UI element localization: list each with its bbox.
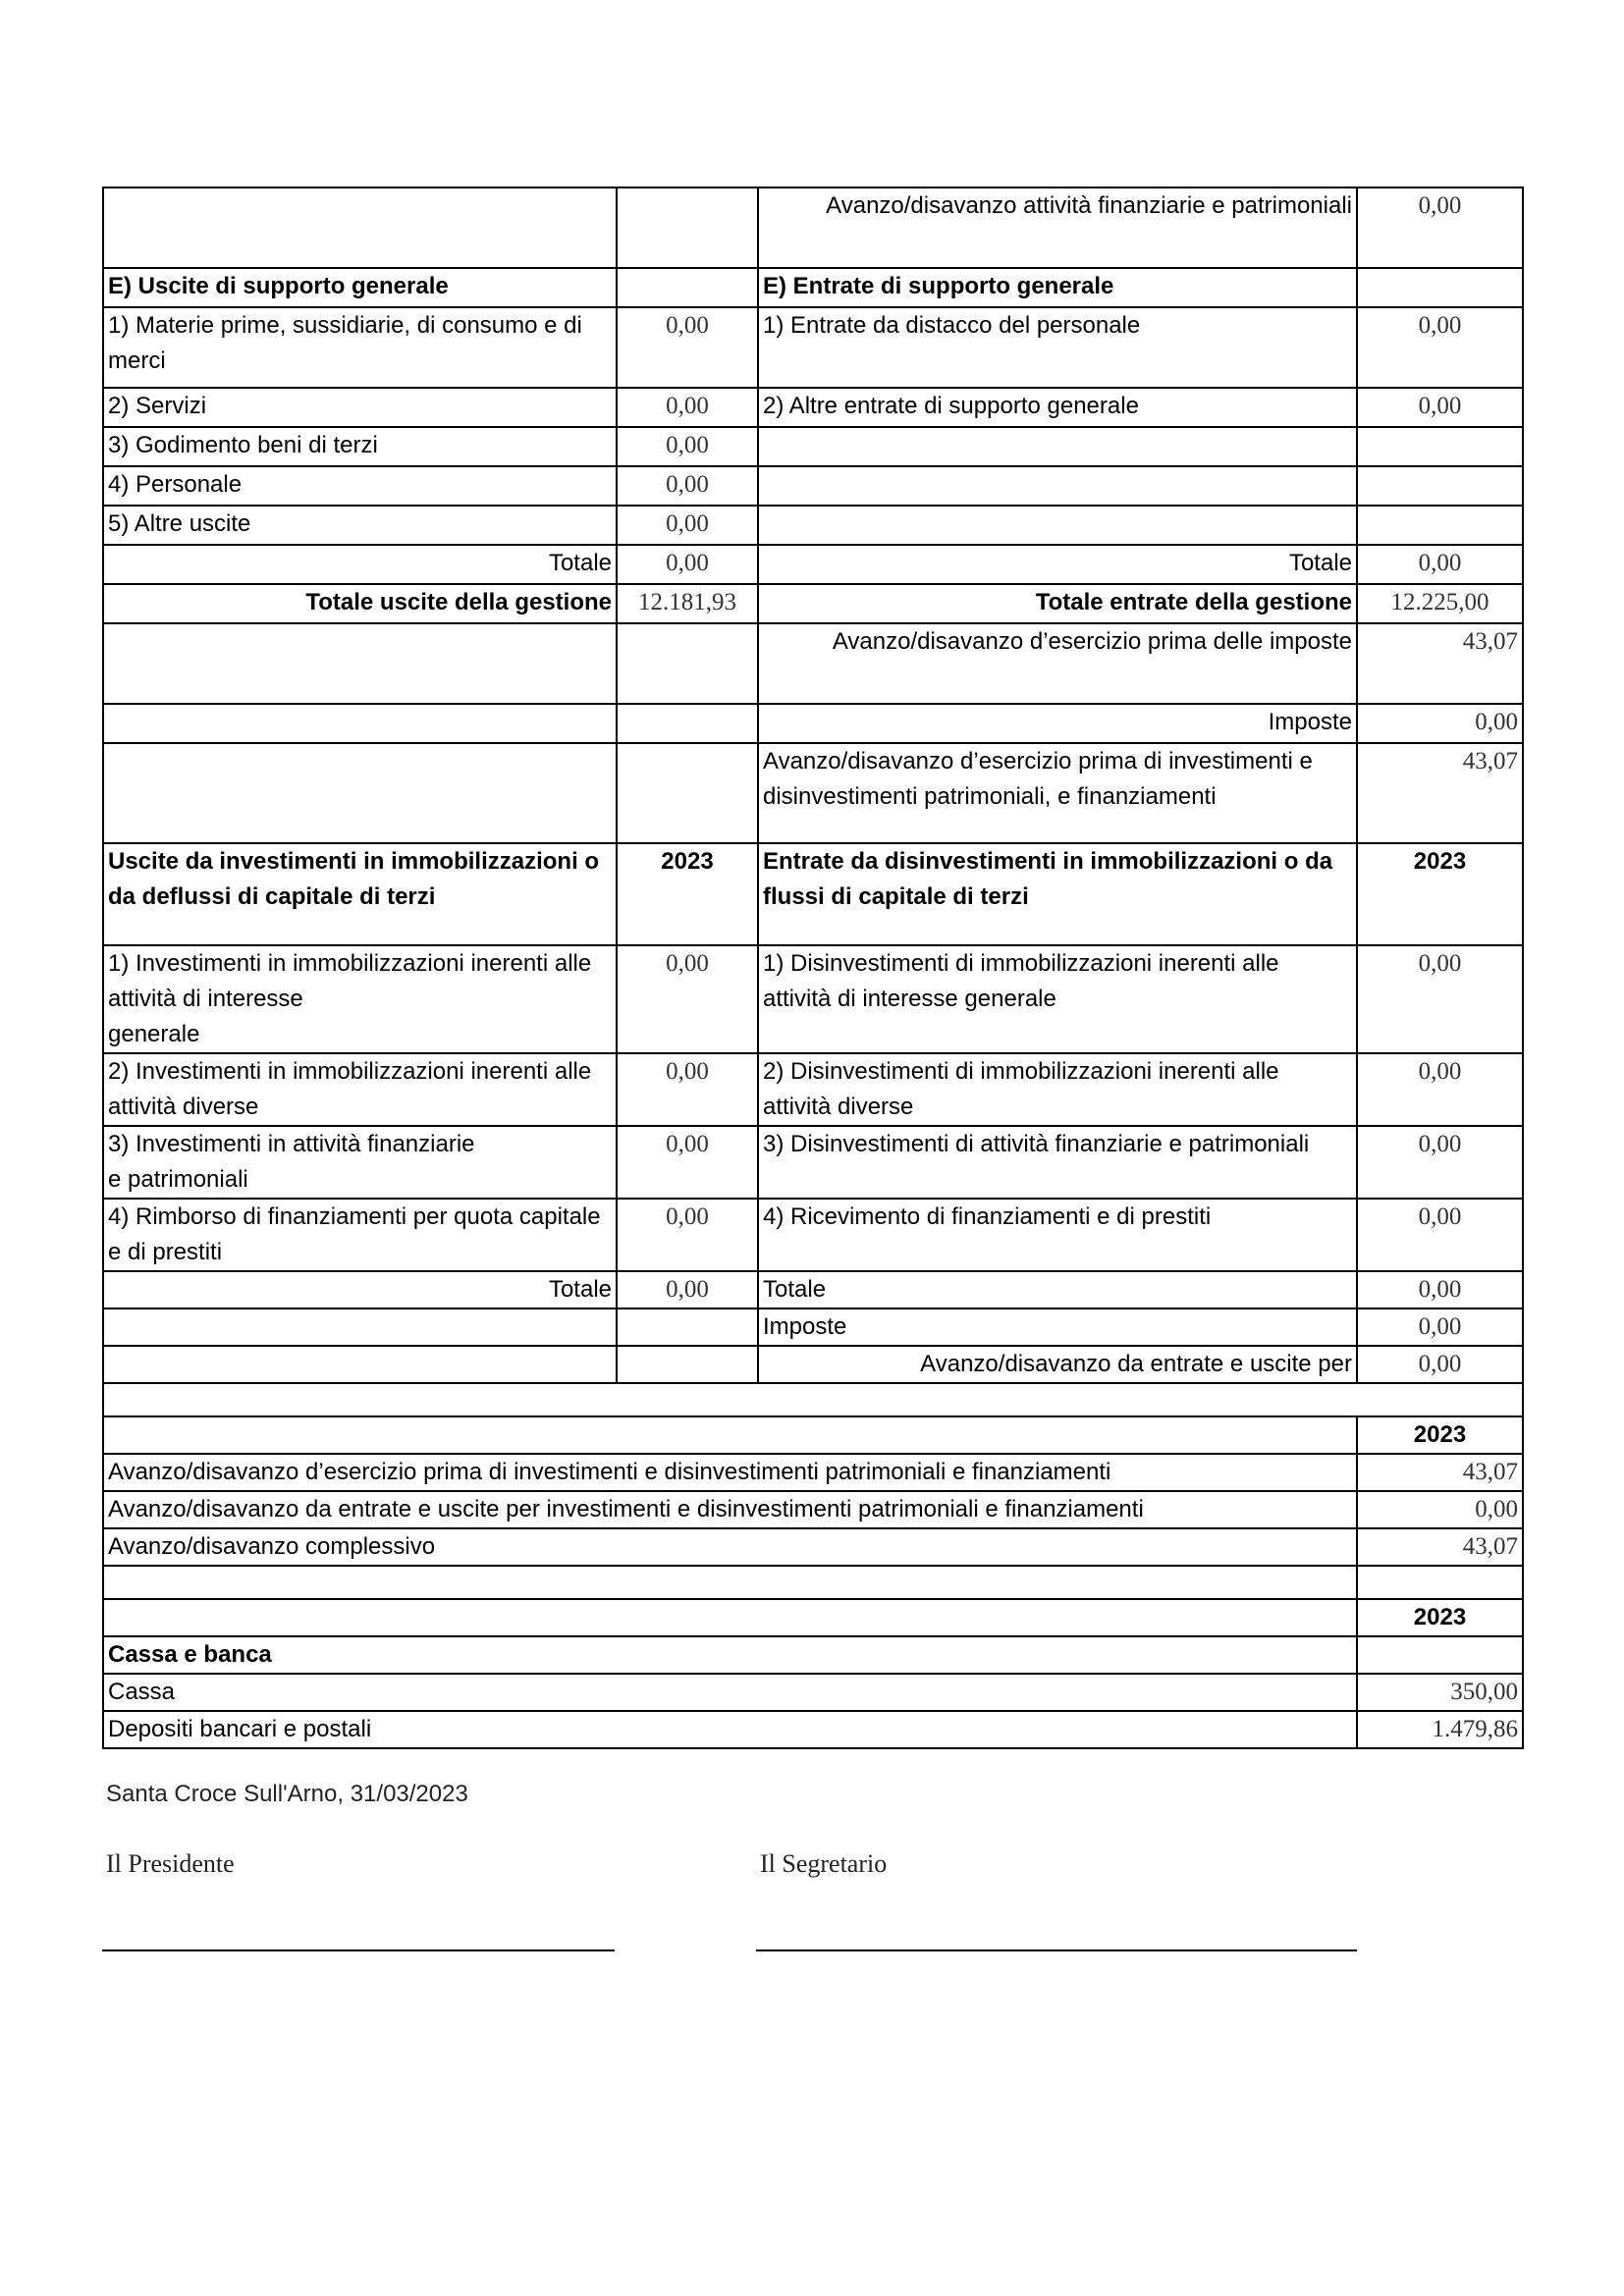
row-value: 0,00	[617, 545, 758, 584]
table-row	[103, 743, 1523, 843]
row-value: 0,00	[617, 307, 758, 388]
row-label: Totale entrate della gestione	[758, 584, 1357, 623]
row-value: 43,07	[1357, 743, 1523, 843]
section-header-row	[103, 1636, 1523, 1674]
row-label: Avanzo/disavanzo da entrate e uscite per investimenti e disinvestimenti patrimoniali e finanziamenti	[103, 1491, 1357, 1528]
row-label: 2) Investimenti in immobilizzazioni inerenti alle attività diverse	[103, 1053, 617, 1126]
section-header: Entrate da disinvestimenti in immobilizzazioni o da flussi di capitale di terzi	[758, 843, 1357, 945]
row-label: 3) Disinvestimenti di attività finanziarie e patrimoniali	[758, 1126, 1357, 1199]
row-label: Avanzo/disavanzo complessivo	[103, 1528, 1357, 1566]
row-value: 0,00	[1357, 1346, 1523, 1383]
table-row	[103, 1126, 1523, 1199]
total-row	[103, 545, 1523, 584]
section-header: E) Entrate di supporto generale	[758, 268, 1357, 307]
row-label: 2) Altre entrate di supporto generale	[758, 388, 1357, 427]
table-row	[103, 1346, 1523, 1383]
row-label: 1) Investimenti in immobilizzazioni inerenti alle attività di interesse generale	[103, 945, 617, 1053]
row-value: 0,00	[617, 1199, 758, 1271]
row-value: 0,00	[1357, 1271, 1523, 1308]
president-label: Il Presidente	[106, 1849, 235, 1878]
row-label: 4) Rimborso di finanziamenti per quota capitale e di prestiti	[103, 1199, 617, 1271]
row-value: 0,00	[617, 427, 758, 466]
row-label: Totale	[103, 1271, 617, 1308]
row-value: 0,00	[1357, 1199, 1523, 1271]
row-label: Avanzo/disavanzo d’esercizio prima di investimenti e disinvestimenti patrimoniali, e finanziamenti	[758, 743, 1357, 843]
row-value: 0,00	[1357, 1126, 1523, 1199]
table-row	[103, 466, 1523, 506]
table-row	[103, 704, 1523, 743]
row-value: 0,00	[617, 388, 758, 427]
row-value: 0,00	[1357, 1308, 1523, 1346]
section-header-row	[103, 843, 1523, 945]
row-value: 0,00	[1357, 545, 1523, 584]
section-header: E) Uscite di supporto generale	[103, 268, 617, 307]
summary-row	[103, 1454, 1523, 1491]
cash-row	[103, 1711, 1523, 1748]
row-value: 350,00	[1357, 1674, 1523, 1711]
row-value: 0,00	[617, 1053, 758, 1126]
row-value: 0,00	[1357, 187, 1523, 268]
row-label: Totale uscite della gestione	[103, 584, 617, 623]
row-value: 12.181,93	[617, 584, 758, 623]
row-value: 0,00	[617, 466, 758, 506]
row-label: Imposte	[758, 1308, 1357, 1346]
secretary-label: Il Segretario	[760, 1849, 888, 1878]
table-row	[103, 388, 1523, 427]
row-value: 0,00	[1357, 704, 1523, 743]
row-value: 0,00	[1357, 388, 1523, 427]
financial-statement-table	[102, 187, 1524, 1749]
row-label: 1) Disinvestimenti di immobilizzazioni inerenti alle attività di interesse generale	[758, 945, 1357, 1053]
year-header: 2023	[1357, 1416, 1523, 1454]
row-label: Avanzo/disavanzo da entrate e uscite per	[758, 1346, 1357, 1383]
summary-row	[103, 1491, 1523, 1528]
table-row	[103, 187, 1523, 268]
row-label: 2) Servizi	[103, 388, 617, 427]
table-row	[103, 427, 1523, 466]
table-row	[103, 1308, 1523, 1346]
president-signature-line	[102, 1949, 615, 1951]
cash-row	[103, 1674, 1523, 1711]
row-value: 43,07	[1357, 1528, 1523, 1566]
row-label: Depositi bancari e postali	[103, 1711, 1357, 1748]
spacer-row	[103, 1383, 1523, 1416]
row-value: 1.479,86	[1357, 1711, 1523, 1748]
row-value: 0,00	[617, 945, 758, 1053]
section-header-row	[103, 268, 1523, 307]
row-label: Totale	[758, 1271, 1357, 1308]
row-value: 0,00	[1357, 1053, 1523, 1126]
year-header: 2023	[1357, 843, 1523, 945]
row-label: 4) Personale	[103, 466, 617, 506]
summary-header-row	[103, 1416, 1523, 1454]
table-row	[103, 307, 1523, 388]
grand-total-row	[103, 584, 1523, 623]
year-header: 2023	[617, 843, 758, 945]
row-value: 12.225,00	[1357, 584, 1523, 623]
row-label: Avanzo/disavanzo attività finanziarie e patrimoniali	[758, 187, 1357, 268]
row-label: 2) Disinvestimenti di immobilizzazioni inerenti alle attività diverse	[758, 1053, 1357, 1126]
year-header: 2023	[1357, 1599, 1523, 1636]
row-label: 1) Entrate da distacco del personale	[758, 307, 1357, 388]
table-row	[103, 506, 1523, 545]
row-label: Avanzo/disavanzo d’esercizio prima di investimenti e disinvestimenti patrimoniali e finanziamenti	[103, 1454, 1357, 1491]
table-row	[103, 1053, 1523, 1126]
row-value: 0,00	[1357, 945, 1523, 1053]
table-row	[103, 623, 1523, 704]
row-label: Avanzo/disavanzo d’esercizio prima delle imposte	[758, 623, 1357, 704]
row-value: 43,07	[1357, 623, 1523, 704]
row-label: 3) Investimenti in attività finanziarie e patrimoniali	[103, 1126, 617, 1199]
cash-header-row	[103, 1599, 1523, 1636]
row-value: 0,00	[617, 506, 758, 545]
row-value: 43,07	[1357, 1454, 1523, 1491]
row-label: 1) Materie prime, sussidiarie, di consumo e di merci	[103, 307, 617, 388]
table-row	[103, 1199, 1523, 1271]
row-label: Totale	[103, 545, 617, 584]
row-label: 5) Altre uscite	[103, 506, 617, 545]
row-label: Cassa	[103, 1674, 1357, 1711]
secretary-signature-line	[756, 1949, 1357, 1951]
total-row	[103, 1271, 1523, 1308]
row-value: 0,00	[1357, 307, 1523, 388]
spacer-row	[103, 1566, 1523, 1599]
section-header: Cassa e banca	[103, 1636, 1357, 1674]
row-value: 0,00	[617, 1271, 758, 1308]
row-label: 3) Godimento beni di terzi	[103, 427, 617, 466]
section-header: Uscite da investimenti in immobilizzazioni o da deflussi di capitale di terzi	[103, 843, 617, 945]
row-value: 0,00	[617, 1126, 758, 1199]
summary-row	[103, 1528, 1523, 1566]
row-label: 4) Ricevimento di finanziamenti e di prestiti	[758, 1199, 1357, 1271]
place-and-date: Santa Croce Sull'Arno, 31/03/2023	[106, 1781, 468, 1807]
row-value: 0,00	[1357, 1491, 1523, 1528]
row-label: Totale	[758, 545, 1357, 584]
table-row	[103, 945, 1523, 1053]
row-label: Imposte	[758, 704, 1357, 743]
